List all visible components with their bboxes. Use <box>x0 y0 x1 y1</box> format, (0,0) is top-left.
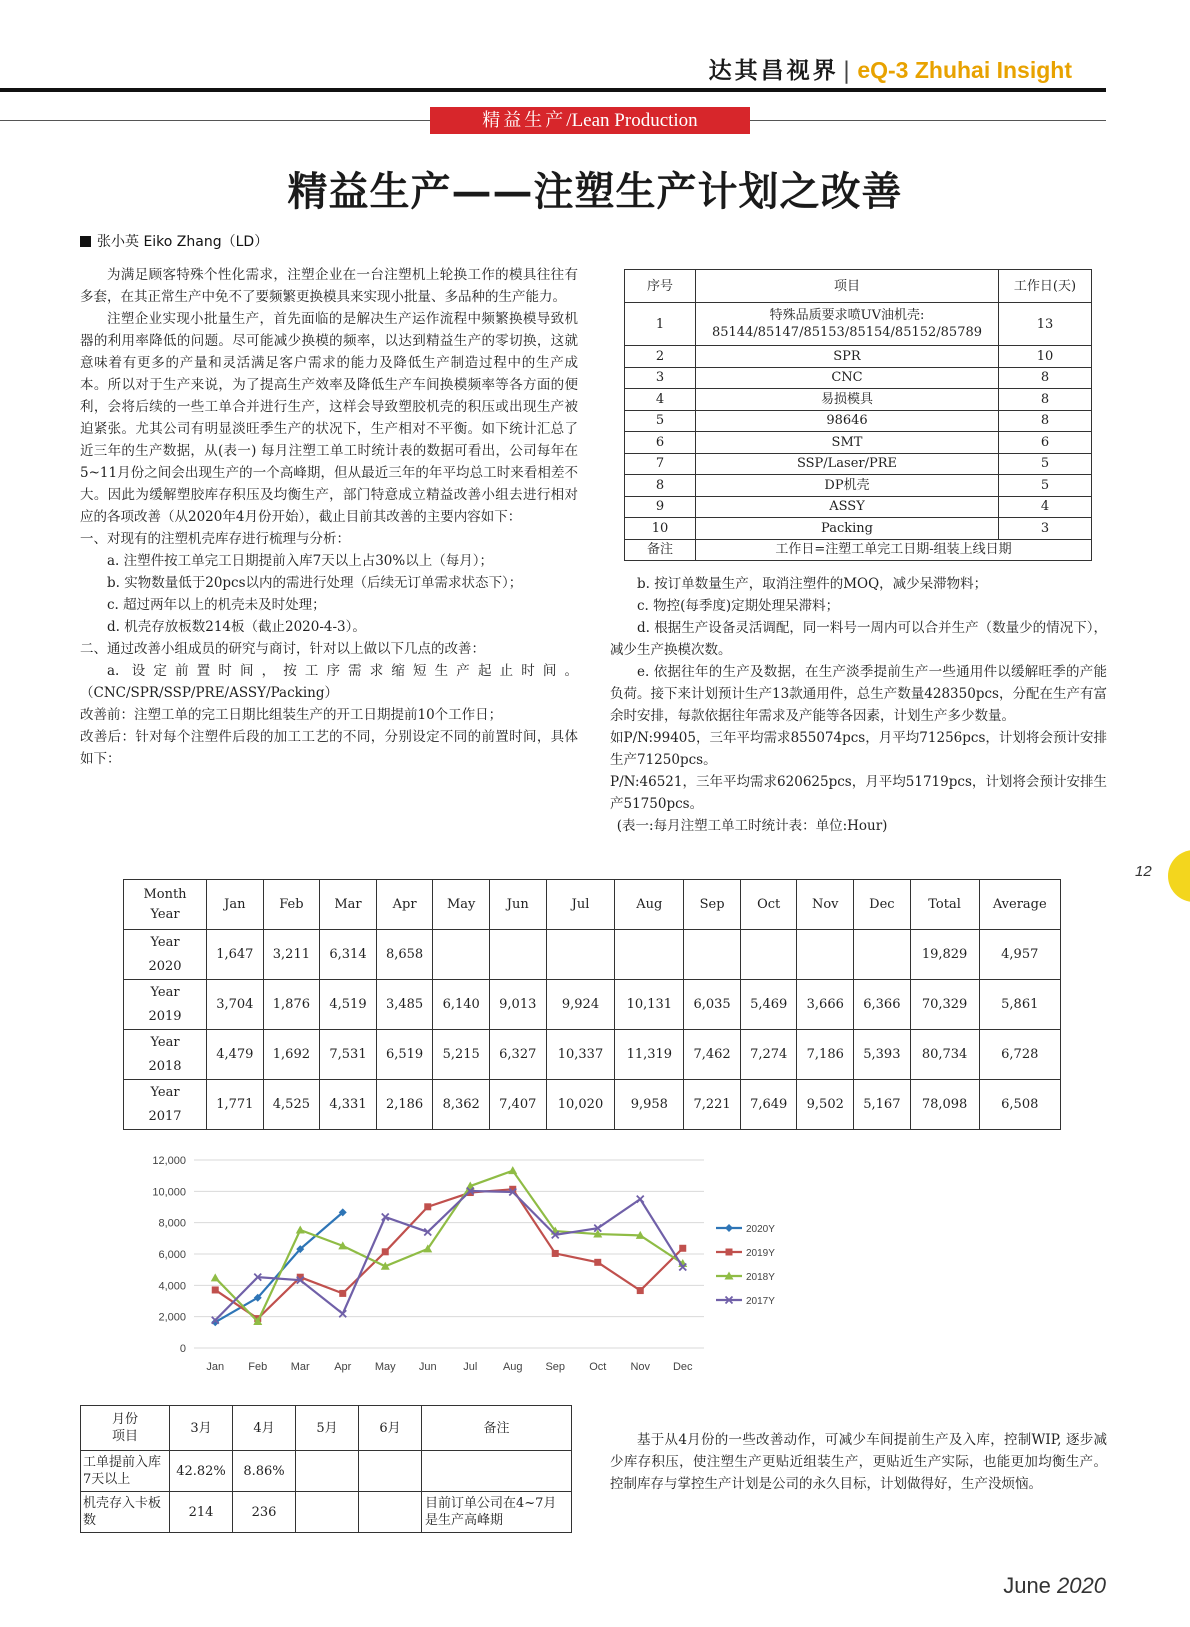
x-tick-label: Oct <box>589 1361 607 1373</box>
chart-background <box>124 1150 806 1388</box>
table-cell <box>615 930 684 980</box>
paragraph: d. 根据生产设备灵活调配，同一料号一周内可以合并生产（数量少的情况下），减少生产换模次数。 <box>610 620 1107 658</box>
table-cell: 2,186 <box>376 1080 433 1130</box>
y-tick-label: 12,000 <box>152 1155 186 1167</box>
table-cell: 9,924 <box>546 980 615 1030</box>
monthly-hours-chart <box>124 1150 806 1388</box>
y-tick-label: 8,000 <box>158 1217 186 1230</box>
month-header-cell: 6月 <box>359 1406 422 1451</box>
table-note-row <box>625 539 1092 561</box>
table-cell: 7,221 <box>684 1080 741 1130</box>
data-point <box>382 1248 389 1255</box>
year-label-cell <box>124 980 207 1030</box>
table-header-cell: 序号 <box>625 270 696 303</box>
table-cell: 5,167 <box>854 1080 911 1130</box>
year-label-top: Year <box>150 1034 180 1050</box>
paragraph: a. 设定前置时间，按工序需求缩短生产起止时间。（CNC/SPR/SSP/PRE/ASSY/Packing） <box>80 663 578 701</box>
x-tick-label: Nov <box>630 1361 651 1373</box>
table-cell: 4,525 <box>263 1080 320 1130</box>
improvement-table <box>80 1405 572 1533</box>
corner-top-label: Month <box>143 886 187 902</box>
table-cell: 3 <box>625 367 696 389</box>
table-cell: 98646 <box>696 410 999 432</box>
row-label-cell: 工单提前入库7天以上 <box>81 1451 170 1492</box>
data-point <box>679 1245 686 1252</box>
table-cell <box>359 1492 422 1533</box>
table-cell: 11,319 <box>615 1030 684 1080</box>
x-tick-label: Jan <box>206 1361 225 1373</box>
author-line <box>80 231 268 251</box>
table-row <box>124 980 1061 1030</box>
corner-top-label: 月份 <box>111 1412 138 1427</box>
table-cell: 5 <box>625 410 696 432</box>
month-header-cell: Jun <box>489 880 546 930</box>
table-cell: 1,876 <box>263 980 320 1030</box>
table-cell <box>854 930 911 980</box>
table-cell: 6,327 <box>489 1030 546 1080</box>
table-header-row <box>81 1406 572 1451</box>
table-cell: 4 <box>625 389 696 411</box>
footer-month: June <box>1003 1573 1051 1598</box>
page-number: 12 <box>1135 863 1152 880</box>
table-cell <box>296 1451 359 1492</box>
table-header-row <box>625 270 1092 303</box>
paragraph: 改善后：针对每个注塑件后段的加工工艺的不同，分别设定不同的前置时间，具体如下： <box>80 729 578 767</box>
table-cell: 5,393 <box>854 1030 911 1080</box>
year-label-cell <box>124 1080 207 1130</box>
table-cell: 10 <box>625 518 696 540</box>
table-cell: 10,020 <box>546 1080 615 1130</box>
corner-bottom-label: 项目 <box>111 1429 138 1444</box>
paragraph: 二、通过改善小组成员的研究与商讨，针对以上做以下几点的改善： <box>80 641 485 657</box>
month-header-cell: Oct <box>740 880 797 930</box>
paragraph: b. 实物数量低于20pcs以内的需进行处理（后续无订单需求状态下）； <box>107 575 523 591</box>
table-cell: 7,531 <box>320 1030 377 1080</box>
table-cell: 1,771 <box>207 1080 264 1130</box>
header-rule <box>0 88 1106 92</box>
table-cell: 5 <box>999 475 1092 497</box>
closing-paragraph <box>610 1429 1107 1495</box>
table-cell <box>489 930 546 980</box>
legend-label: 2020Y <box>746 1224 775 1235</box>
table-cell: 8,658 <box>376 930 433 980</box>
page-tab-marker <box>1168 850 1190 902</box>
legend-label: 2017Y <box>746 1296 775 1307</box>
month-header-cell: May <box>433 880 490 930</box>
table-cell: 70,329 <box>910 980 979 1030</box>
month-header-cell: Dec <box>854 880 911 930</box>
article-title: 精益生产——注塑生产计划之改善 <box>287 168 903 215</box>
table-cell: DP机壳 <box>696 475 999 497</box>
table-row <box>625 410 1092 432</box>
brand-en: eQ-3 Zhuhai Insight <box>857 57 1072 83</box>
brand-zh: 达其昌视界 <box>708 58 839 84</box>
lead-time-table <box>624 269 1092 561</box>
month-header-cell: Nov <box>797 880 854 930</box>
table-cell: 42.82% <box>170 1451 233 1492</box>
note-text: 工作日=注塑工单完工日期-组装上线日期 <box>696 539 1092 561</box>
table-cell: 8.86% <box>233 1451 296 1492</box>
paragraph: b. 按订单数量生产，取消注塑件的MOQ，减少呆滞物料； <box>637 576 988 592</box>
table-cell: 4,957 <box>979 930 1060 980</box>
paragraph: c. 物控(每季度)定期处理呆滞料； <box>637 598 840 614</box>
right-column <box>610 573 1107 837</box>
table-row <box>124 930 1061 980</box>
month-header-cell: Sep <box>684 880 741 930</box>
table-cell: 目前订单公司在4~7月是生产高峰期 <box>422 1492 572 1533</box>
table-cell: SSP/Laser/PRE <box>696 453 999 475</box>
issue-footer <box>1003 1573 1106 1599</box>
left-column <box>80 264 578 770</box>
paragraph: 如P/N:99405，三年平均需求855074pcs，月平均71256pcs，计划将会预计安排生产71250pcs。 <box>610 730 1107 768</box>
paragraph: e. 依据往年的生产及数据，在生产淡季提前生产一些通用件以缓解旺季的产能负荷。接下来计划预计生产13款通用件，总生产数量428350pcs，分配在生产有富余时安排，每款依据往年需求及产能等各因素，计划生产多少数量。 <box>610 664 1107 724</box>
y-tick-label: 2,000 <box>158 1311 186 1324</box>
paragraph: 改善前：注塑工单的完工日期比组装生产的开工日期提前10个工作日； <box>80 707 503 723</box>
paragraph: d. 机壳存放板数214板（截止2020-4-3）。 <box>107 619 366 635</box>
data-point <box>552 1250 559 1257</box>
table-cell: 6,140 <box>433 980 490 1030</box>
x-tick-label: May <box>374 1361 396 1373</box>
table-cell: 236 <box>233 1492 296 1533</box>
table-row <box>625 475 1092 497</box>
paragraph: (表一:每月注塑工单工时统计表：单位:Hour) <box>616 818 888 834</box>
table-header-cell: 工作日(天) <box>999 270 1092 303</box>
month-header-cell: Aug <box>615 880 684 930</box>
table-row <box>625 367 1092 389</box>
monthly-hours-table <box>123 879 1061 1130</box>
table-cell: SPR <box>696 346 999 368</box>
table-cell: 10 <box>999 346 1092 368</box>
x-tick-label: Dec <box>672 1361 693 1373</box>
paragraph: 注塑企业实现小批量生产，首先面临的是解决生产运作流程中频繁换模导致机器的利用率降低的问题。尽可能减少换模的频率，以达到精益生产的零切换，这就意味着有更多的产量和灵活满足客户需求的能力及降低生产制造过程中的生产成本。所以对于生产来说，为了提高生产效率及降低生产车间换模频率等各方面的便利，会将后续的一些工单合并进行生产，这样会导致塑胶机壳的积压或出现生产被迫紧张。尤其公司有明显淡旺季生产的状况下，生产相对不平衡。如下统计汇总了近三年的生产数据，从(表一) 每月注塑工单工时统计表的数据可看出，公司每年在5~11月份之间会出现生产的一个高峰期，但从最近三年的年平均总工时来看相差不大。因此为缓解塑胶库存积压及均衡生产，部门特意成立精益改善小组去进行相对应的各项改善（从2020年4月份开始），截止目前其改善的主要内容如下： <box>80 311 578 525</box>
table-cell: CNC <box>696 367 999 389</box>
data-point <box>212 1286 219 1293</box>
month-header-cell: 3月 <box>170 1406 233 1451</box>
table-cell: 1,692 <box>263 1030 320 1080</box>
footer-year: 2020 <box>1057 1573 1106 1598</box>
table-row <box>625 518 1092 540</box>
month-header-cell: Feb <box>263 880 320 930</box>
month-header-cell: Average <box>979 880 1060 930</box>
table-cell: 4,331 <box>320 1080 377 1130</box>
year-label-bottom: 2017 <box>148 1108 182 1124</box>
table-cell: 5 <box>999 453 1092 475</box>
table-cell <box>433 930 490 980</box>
x-tick-label: Feb <box>248 1361 268 1373</box>
table-cell: 6 <box>625 432 696 454</box>
table-cell: 1 <box>625 303 696 346</box>
table-row <box>625 453 1092 475</box>
table-cell: 3,704 <box>207 980 264 1030</box>
table-cell: 8 <box>999 367 1092 389</box>
table-cell: 9,013 <box>489 980 546 1030</box>
table-cell: 6,519 <box>376 1030 433 1080</box>
table-cell: 1,647 <box>207 930 264 980</box>
table-cell: 7,407 <box>489 1080 546 1130</box>
corner-cell <box>124 880 207 930</box>
year-label-top: Year <box>150 934 180 950</box>
month-header-cell: 备注 <box>422 1406 572 1451</box>
author-name: 张小英 Eiko Zhang（LD） <box>97 234 269 250</box>
table-cell: Packing <box>696 518 999 540</box>
table-cell: 8 <box>625 475 696 497</box>
month-header-cell: Apr <box>376 880 433 930</box>
data-point <box>637 1287 644 1294</box>
table-cell: 8 <box>999 389 1092 411</box>
x-tick-label: Aug <box>502 1361 523 1373</box>
table-cell: 5,861 <box>979 980 1060 1030</box>
table-cell: 8,362 <box>433 1080 490 1130</box>
table-row <box>124 1030 1061 1080</box>
table-cell <box>684 930 741 980</box>
y-tick-label: 6,000 <box>158 1249 186 1261</box>
note-label: 备注 <box>625 539 696 561</box>
table-cell <box>422 1451 572 1492</box>
table-cell: 6,314 <box>320 930 377 980</box>
table-row <box>81 1451 572 1492</box>
table-row <box>625 432 1092 454</box>
table-cell: 7,186 <box>797 1030 854 1080</box>
table-cell: SMT <box>696 432 999 454</box>
table-cell: 3,666 <box>797 980 854 1030</box>
table-cell <box>740 930 797 980</box>
data-point <box>726 1249 733 1256</box>
table-row <box>625 496 1092 518</box>
table-cell: 4,479 <box>207 1030 264 1080</box>
y-tick-label: 0 <box>179 1343 186 1355</box>
table-cell: 6,366 <box>854 980 911 1030</box>
table-cell: 13 <box>999 303 1092 346</box>
year-label-top: Year <box>150 1084 180 1100</box>
paragraph: P/N:46521，三年平均需求620625pcs，月平均51719pcs，计划将会预计安排生产51750pcs。 <box>610 774 1107 812</box>
table-cell: 19,829 <box>910 930 979 980</box>
data-point <box>339 1290 346 1297</box>
magazine-header <box>709 52 1072 85</box>
table-cell: 3,211 <box>263 930 320 980</box>
month-header-cell: Mar <box>320 880 377 930</box>
table-cell: 7 <box>625 453 696 475</box>
table-cell: 9,958 <box>615 1080 684 1130</box>
table-cell: 8 <box>999 410 1092 432</box>
data-point <box>594 1259 601 1266</box>
x-tick-label: Apr <box>334 1361 352 1373</box>
table-row <box>625 389 1092 411</box>
section-tag <box>430 107 750 134</box>
x-tick-label: Jun <box>418 1361 437 1373</box>
paragraph: a. 注塑件按工单完工日期提前入库7天以上占30%以上（每月）； <box>107 553 493 569</box>
header-separator: | <box>842 58 854 84</box>
table-cell: 7,274 <box>740 1030 797 1080</box>
year-label-cell <box>124 1030 207 1080</box>
table-cell: 214 <box>170 1492 233 1533</box>
year-label-bottom: 2020 <box>148 958 182 974</box>
table-cell: 6 <box>999 432 1092 454</box>
table-cell: 78,098 <box>910 1080 979 1130</box>
table-header-cell: 项目 <box>696 270 999 303</box>
table-cell: ASSY <box>696 496 999 518</box>
table-cell: 5,469 <box>740 980 797 1030</box>
corner-bottom-label: Year <box>150 906 180 922</box>
table-cell: 80,734 <box>910 1030 979 1080</box>
paragraph: c. 超过两年以上的机壳未及时处理； <box>107 597 326 613</box>
month-header-cell: Jul <box>546 880 615 930</box>
table-cell: 3 <box>999 518 1092 540</box>
paragraph: 为满足顾客特殊个性化需求，注塑企业在一台注塑机上轮换工作的模具往往有多套，在其正常生产中免不了要频繁更换模具来实现小批量、多品种的生产能力。 <box>80 267 578 305</box>
table-cell <box>546 930 615 980</box>
x-tick-label: Sep <box>545 1361 566 1373</box>
table-row <box>625 303 1092 346</box>
table-header-row <box>124 880 1061 930</box>
table-cell <box>296 1492 359 1533</box>
closing-text: 基于从4月份的一些改善动作，可减少车间提前生产及入库，控制WIP, 逐步减少库存积压，使注塑生产更贴近组装生产，更贴近生产实际，也能更加均衡生产。控制库存与掌控生产计划是公司的永久目标，计划做得好，生产没烦恼。 <box>610 1432 1107 1492</box>
table-cell <box>797 930 854 980</box>
table-cell: 9 <box>625 496 696 518</box>
table-cell: 10,131 <box>615 980 684 1030</box>
table-cell: 特殊品质要求喷UV油机壳: 85144/85147/85153/85154/85152/85789 <box>696 303 999 346</box>
table-row <box>124 1080 1061 1130</box>
month-header-cell: Jan <box>207 880 264 930</box>
y-tick-label: 4,000 <box>158 1280 186 1293</box>
x-tick-label: Mar <box>290 1361 310 1373</box>
month-header-cell: Total <box>910 880 979 930</box>
data-point <box>424 1203 431 1210</box>
section-tag-zh: 精益生产 <box>482 110 567 131</box>
y-tick-label: 10,000 <box>152 1186 186 1199</box>
table-cell: 6,508 <box>979 1080 1060 1130</box>
table-cell: 4 <box>999 496 1092 518</box>
table-row <box>81 1492 572 1533</box>
table-row <box>625 346 1092 368</box>
table-cell <box>359 1451 422 1492</box>
legend-label: 2018Y <box>746 1272 775 1283</box>
x-tick-label: Jul <box>463 1361 478 1373</box>
table-cell: 易损模具 <box>696 389 999 411</box>
table-cell: 2 <box>625 346 696 368</box>
month-header-cell: 4月 <box>233 1406 296 1451</box>
row-label-cell: 机壳存入卡板数 <box>81 1492 170 1533</box>
year-label-bottom: 2019 <box>148 1008 182 1024</box>
table-cell: 7,649 <box>740 1080 797 1130</box>
table-cell: 6,728 <box>979 1030 1060 1080</box>
month-header-cell: 5月 <box>296 1406 359 1451</box>
table-cell: 7,462 <box>684 1030 741 1080</box>
section-tag-en: /Lean Production <box>566 110 698 131</box>
paragraph: 一、对现有的注塑机壳库存进行梳理与分析： <box>80 531 350 547</box>
year-label-cell <box>124 930 207 980</box>
corner-cell <box>81 1406 170 1451</box>
bullet-square-icon <box>80 236 91 247</box>
table-cell: 5,215 <box>433 1030 490 1080</box>
table-cell: 10,337 <box>546 1030 615 1080</box>
legend-label: 2019Y <box>746 1248 775 1259</box>
table-cell: 4,519 <box>320 980 377 1030</box>
year-label-top: Year <box>150 984 180 1000</box>
table-cell: 9,502 <box>797 1080 854 1130</box>
year-label-bottom: 2018 <box>148 1058 182 1074</box>
table-cell: 3,485 <box>376 980 433 1030</box>
table-cell: 6,035 <box>684 980 741 1030</box>
